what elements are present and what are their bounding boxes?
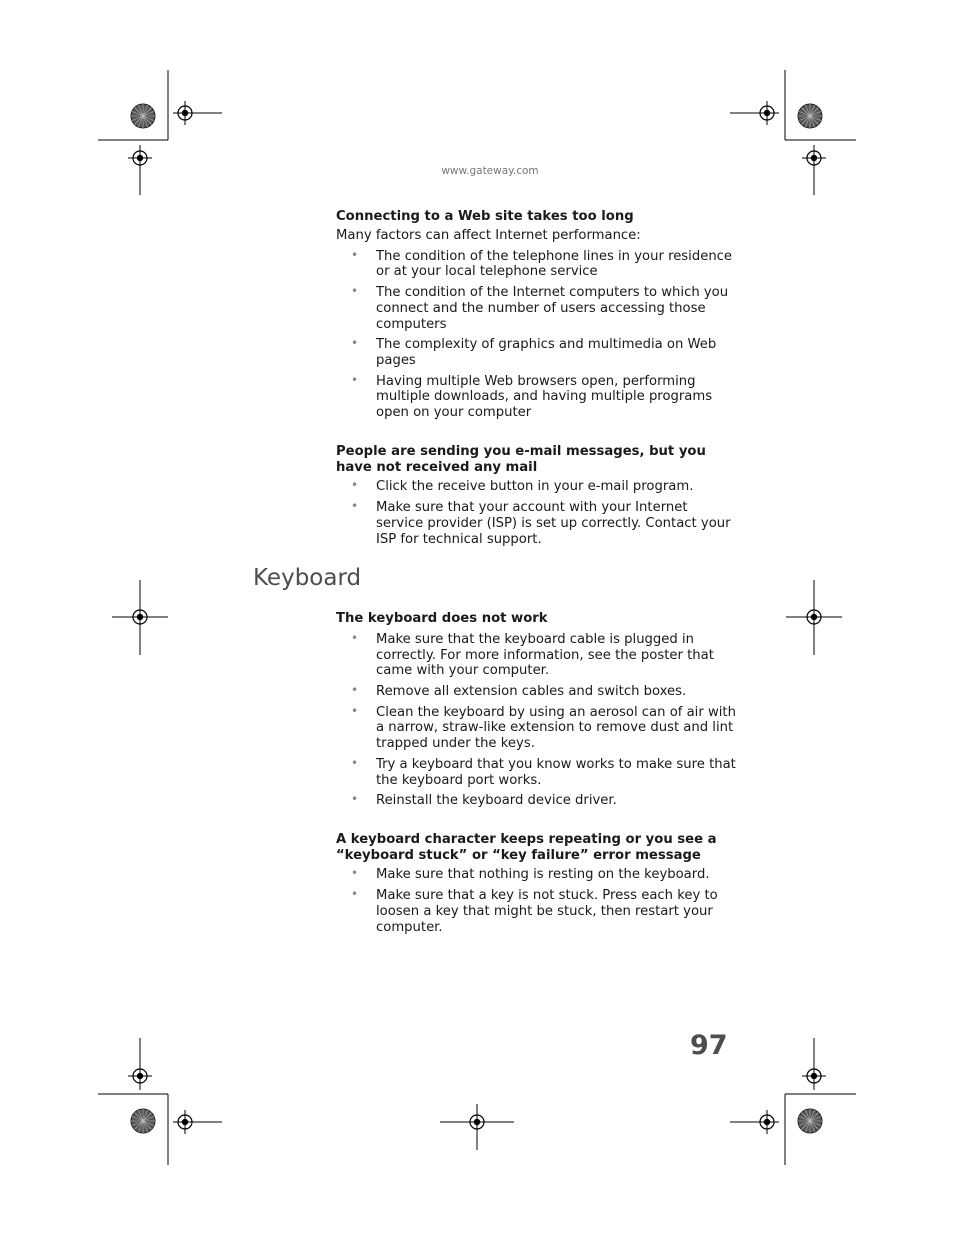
bullet-list <box>336 867 736 935</box>
bullet-list <box>336 249 736 421</box>
troubleshooting-internet <box>336 209 736 552</box>
list-item: • The condition of the telephone lines in your residence or at your local telephone service <box>336 249 736 281</box>
bullet-list <box>336 479 736 547</box>
list-item: • Make sure that the keyboard cable is plugged in correctly. For more information, see the poster that came with your computer. <box>336 632 736 679</box>
page-number: 97 <box>690 1030 728 1061</box>
block-heading: The keyboard does not work <box>336 611 548 626</box>
header-url: www.gateway.com <box>441 165 539 177</box>
section-title: Keyboard <box>253 565 362 591</box>
list-item: • Make sure that your account with your Internet service provider (ISP) is set up correctly. Contact your ISP for technical support. <box>336 500 736 547</box>
block-heading: A keyboard character keeps repeating or you see a “keyboard stuck” or “key failure” error message <box>336 831 717 863</box>
list-item: • Try a keyboard that you know works to make sure that the keyboard port works. <box>336 757 736 789</box>
list-item: • Remove all extension cables and switch boxes. <box>336 684 736 700</box>
list-item: • Make sure that nothing is resting on the keyboard. <box>336 867 736 883</box>
bullet-list <box>336 632 736 809</box>
block-heading: Connecting to a Web site takes too long <box>336 209 634 224</box>
list-item: • Make sure that a key is not stuck. Press each key to loosen a key that might be stuck, then restart your computer. <box>336 888 736 935</box>
troubleshooting-keyboard <box>336 611 736 940</box>
block-heading: People are sending you e-mail messages, but you have not received any mail <box>336 443 706 475</box>
list-item: • Reinstall the keyboard device driver. <box>336 793 736 809</box>
list-item: • Click the receive button in your e-mail program. <box>336 479 736 495</box>
list-item: • The condition of the Internet computers to which you connect and the number of users accessing those computers <box>336 285 736 332</box>
list-item: • Clean the keyboard by using an aerosol can of air with a narrow, straw-like extension to remove dust and lint trapped under the keys. <box>336 705 736 752</box>
list-item: • Having multiple Web browsers open, performing multiple downloads, and having multiple programs open on your computer <box>336 374 736 421</box>
list-item: • The complexity of graphics and multimedia on Web pages <box>336 337 736 369</box>
block-intro: Many factors can affect Internet performance: <box>336 227 641 243</box>
